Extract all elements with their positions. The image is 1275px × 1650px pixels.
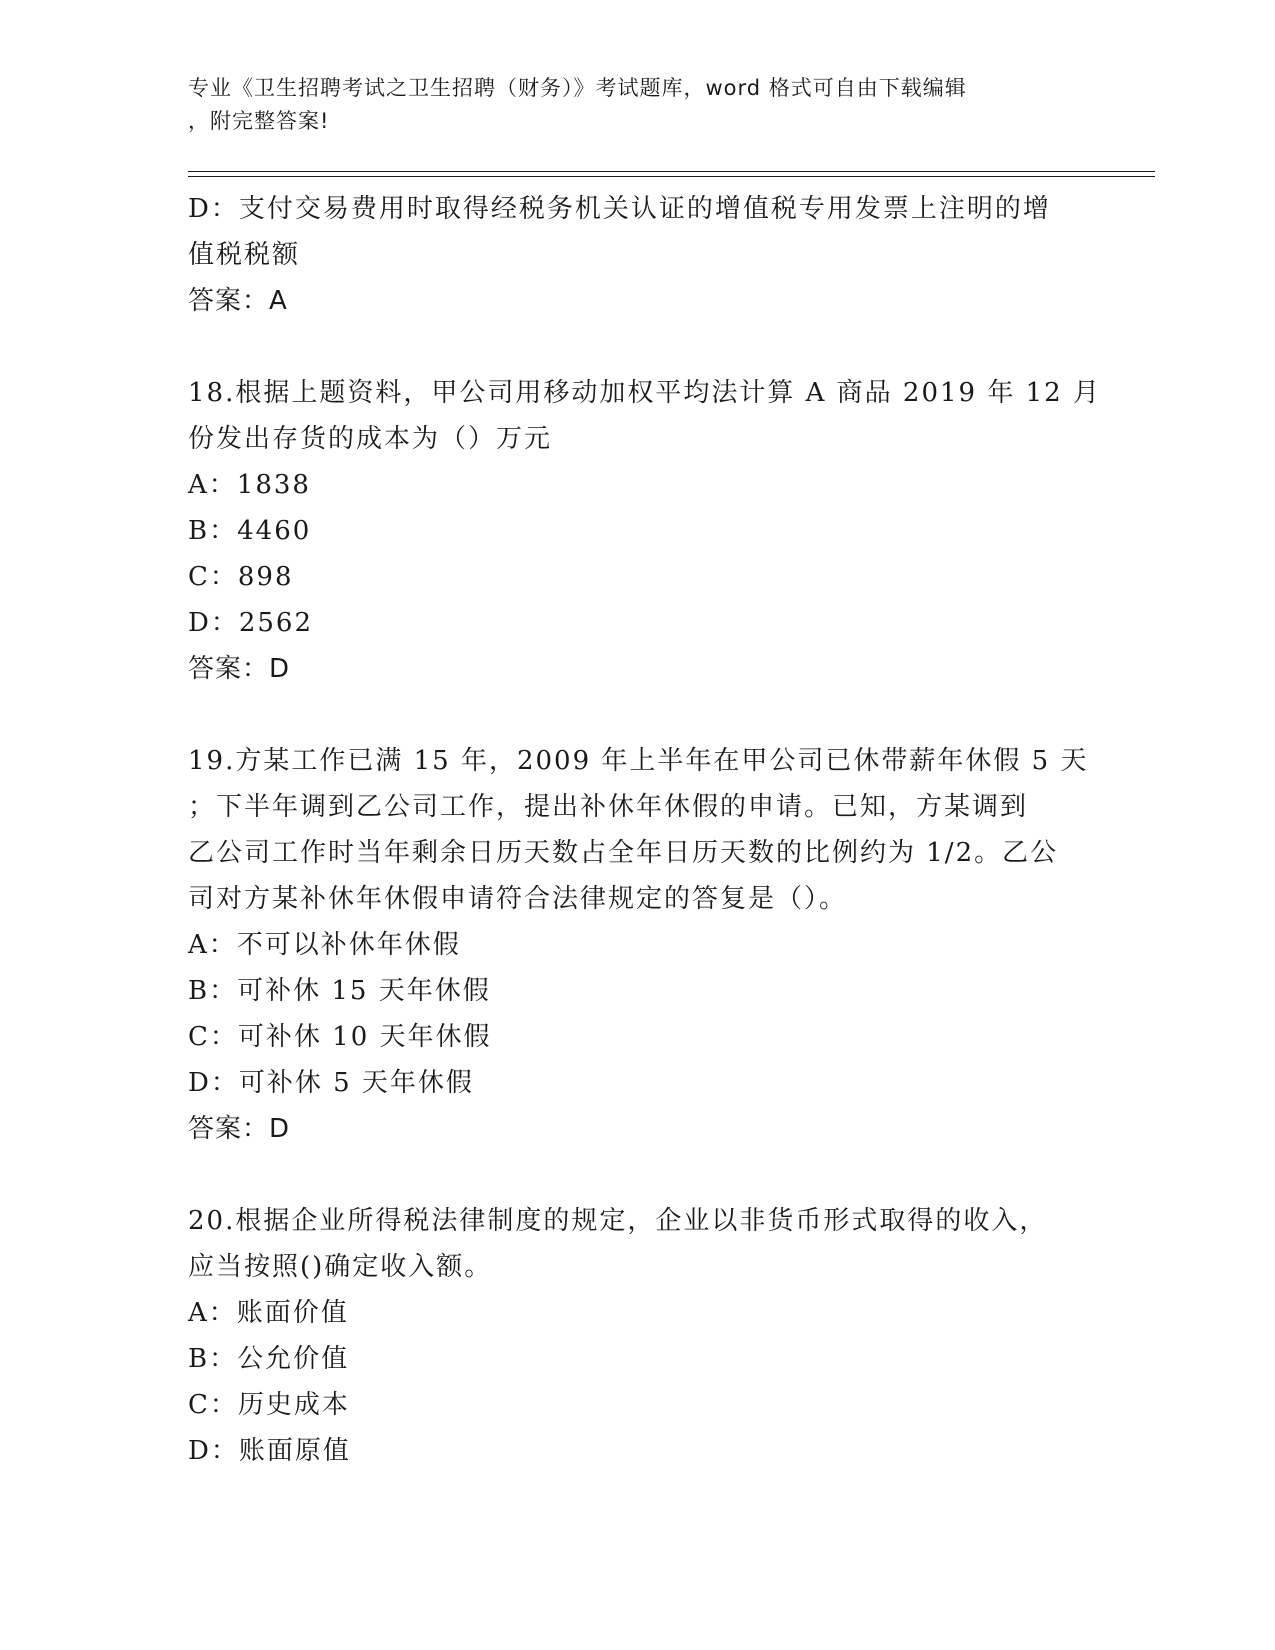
question-18 <box>188 370 1101 692</box>
option-b: B：公允价值 <box>188 1344 350 1374</box>
option-d-continued: 值税税额 <box>188 240 301 270</box>
option-b: B：可补休 15 天年休假 <box>188 976 491 1006</box>
question-text: 20.根据企业所得税法律制度的规定，企业以非货币形式取得的收入， <box>188 1206 1048 1236</box>
option-b: B：4460 <box>188 516 312 546</box>
question-content <box>188 186 1101 1474</box>
option-d: D：可补休 5 天年休假 <box>188 1068 474 1098</box>
option-d: D：账面原值 <box>188 1436 351 1466</box>
question-20 <box>188 1198 1078 1474</box>
answer: 答案：A <box>188 286 288 316</box>
header-line-2: ，附完整答案! <box>188 109 330 133</box>
answer: 答案：D <box>188 1114 291 1144</box>
question-text-continued: 乙公司工作时当年剩余日历天数占全年日历天数的比例约为 1/2。乙公 <box>188 838 1059 868</box>
header-divider-top <box>188 171 1155 172</box>
spacer <box>188 324 1078 370</box>
previous-question-tail <box>188 186 1078 324</box>
document-header <box>188 72 1068 138</box>
question-text: 19.方某工作已满 15 年，2009 年上半年在甲公司已休带薪年休假 5 天 <box>188 746 1089 776</box>
answer: 答案：D <box>188 654 291 684</box>
question-text-continued: ；下半年调到乙公司工作，提出补休年休假的申请。已知，方某调到 <box>188 792 1029 822</box>
option-a: A：1838 <box>188 470 311 500</box>
option-c: C：历史成本 <box>188 1390 350 1420</box>
option-a: A：不可以补休年休假 <box>188 930 461 960</box>
header-divider-bottom <box>188 176 1155 177</box>
question-text-continued: 份发出存货的成本为（）万元 <box>188 424 553 454</box>
spacer <box>188 692 1078 738</box>
option-c: C：898 <box>188 562 294 592</box>
question-text: 18.根据上题资料，甲公司用移动加权平均法计算 A 商品 2019 年 12 月 <box>188 378 1101 408</box>
option-d: D：2562 <box>188 608 314 638</box>
header-line-1: 专业《卫生招聘考试之卫生招聘（财务）》考试题库，word 格式可自由下载编辑 <box>188 76 967 100</box>
question-text-continued: 应当按照()确定收入额。 <box>188 1252 493 1282</box>
option-a: A：账面价值 <box>188 1298 349 1328</box>
option-c: C：可补休 10 天年休假 <box>188 1022 492 1052</box>
spacer <box>188 1152 1078 1198</box>
question-19 <box>188 738 1089 1152</box>
option-d: D：支付交易费用时取得经税务机关认证的增值税专用发票上注明的增 <box>188 194 1051 224</box>
question-text-continued: 司对方某补休年休假申请符合法律规定的答复是（）。 <box>188 884 848 914</box>
